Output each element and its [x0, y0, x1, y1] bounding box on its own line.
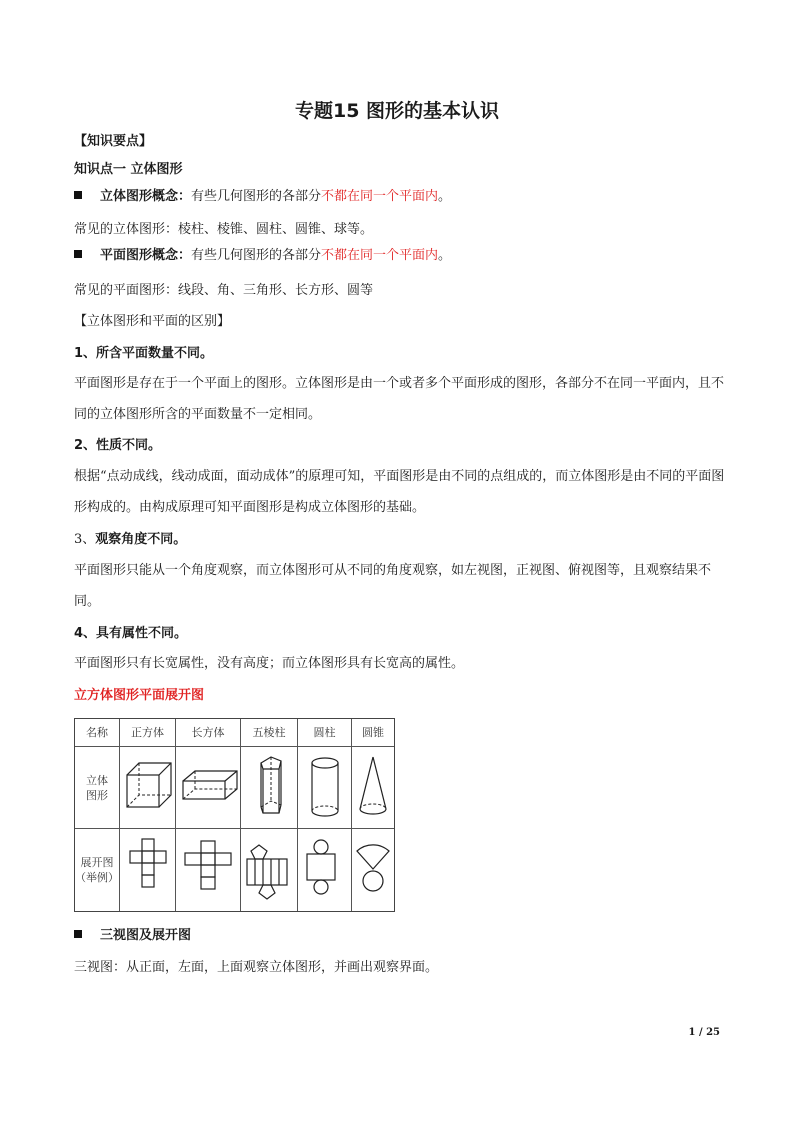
header-cuboid: 长方体	[176, 719, 241, 747]
cylinder-net-icon	[307, 840, 335, 894]
diff2-title: 2、性质不同。	[74, 438, 162, 453]
row-label-net: 展开图 （举例）	[75, 829, 120, 911]
plane-examples: 常见的平面图形：线段、角、三角形、长方形、圆等	[74, 283, 374, 298]
diff4-text: 平面图形只有长宽属性，没有高度；而立体图形具有长宽高的属性。	[74, 656, 465, 671]
plane-concept-text: 有些几何图形的各部分	[191, 248, 322, 263]
bullet-icon	[74, 930, 82, 938]
bullet-icon	[74, 191, 82, 199]
cylinder-icon	[312, 758, 338, 816]
diff3-number: 3、	[74, 532, 96, 547]
prism-net-icon	[247, 845, 287, 899]
plane-concept-label: 平面图形概念：	[100, 248, 192, 263]
three-views-heading	[74, 926, 191, 946]
plane-concept-highlight: 不都在同一个平面内	[321, 248, 439, 263]
header-cube: 正方体	[120, 719, 176, 747]
cuboid-icon	[183, 771, 237, 799]
section-header: 【知识要点】	[74, 134, 153, 149]
diff4-title: 4、具有属性不同。	[74, 626, 188, 641]
bullet-icon	[74, 250, 82, 258]
solid-concept	[74, 187, 451, 207]
page-title: 专题15 图形的基本认识	[294, 100, 500, 122]
diff3-title-text: 观察角度不同。	[95, 532, 187, 547]
page-number: 1 / 25	[688, 1027, 720, 1038]
three-views-title: 三视图及展开图	[100, 928, 192, 943]
diff1-text: 平面图形是存在于一个平面上的图形。立体图形是由一个或者多个平面形成的图形，各部分不在同一平面内，且不同的立体图形所含的平面数量不一定相同。	[74, 376, 725, 422]
three-views-text: 三视图：从正面，左面，上面观察立体图形，并画出观察界面。	[74, 960, 439, 975]
solids-figure	[75, 719, 394, 911]
diff-header: 【立体图形和平面的区别】	[74, 314, 231, 329]
cube-net-icon	[130, 839, 166, 887]
solid-examples: 常见的立体图形：棱柱、棱锥、圆柱、圆锥、球等。	[74, 222, 374, 237]
solid-concept-end: 。	[438, 189, 452, 204]
cone-icon	[360, 757, 386, 814]
diff3-title	[74, 530, 186, 550]
cuboid-net-icon	[185, 841, 231, 889]
cone-net-icon	[357, 845, 389, 891]
header-pentagonal-prism: 五棱柱	[241, 719, 298, 747]
diff3-text: 平面图形只能从一个角度观察，而立体图形可从不同的角度观察，如左视图，正视图、俯视图等，且观察结果不同。	[74, 563, 712, 609]
header-cylinder: 圆柱	[298, 719, 352, 747]
row-label-solid: 立体 图形	[75, 747, 120, 829]
header-cone: 圆锥	[352, 719, 394, 747]
plane-concept-end: 。	[438, 248, 452, 263]
diff1-title: 1、所含平面数量不同。	[74, 346, 214, 361]
solid-concept-highlight: 不都在同一个平面内	[321, 189, 439, 204]
diff2-text: 根据“点动成线，线动成面，面动成体”的原理可知，平面图形是由不同的点组成的，而立体图形是由不同的平面图形构成的。由构成原理可知平面图形是构成立体图形的基础。	[74, 469, 725, 515]
solid-concept-label: 立体图形概念：	[100, 189, 192, 204]
solids-table	[74, 718, 395, 912]
point1-title: 知识点一 立体图形	[74, 162, 183, 177]
header-name: 名称	[75, 719, 120, 747]
cube-icon	[127, 763, 171, 807]
pentagonal-prism-icon	[261, 757, 281, 813]
plane-concept	[74, 246, 451, 266]
nets-title: 立方体图形平面展开图	[74, 688, 205, 703]
solid-concept-text: 有些几何图形的各部分	[191, 189, 322, 204]
